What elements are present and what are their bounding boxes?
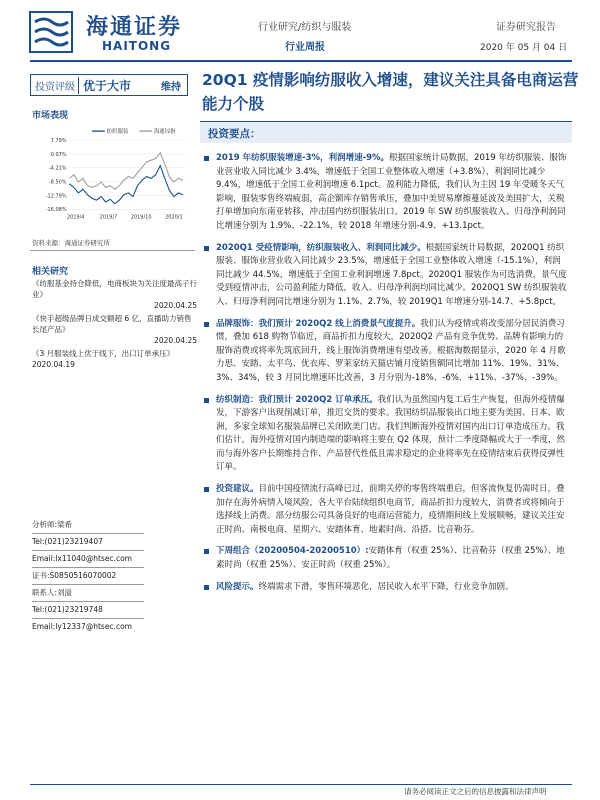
paragraph-lead: 投资建议。 <box>216 484 259 495</box>
paragraph-weekly-portfolio <box>204 545 568 572</box>
y-tick-label: -4.21% <box>48 165 67 172</box>
legend-label-index: 海通综指 <box>153 128 176 135</box>
legend-label-textile: 纺织服装 <box>106 128 129 135</box>
paragraph-lead: 2020Q1 受疫情影响，纺织服装收入、利润同比减少。 <box>216 242 426 253</box>
analyst-email[interactable]: Email:lx11040@htsec.com <box>32 554 132 563</box>
analyst-tel: Tel:(021)23219407 <box>32 537 103 546</box>
analyst-divider <box>32 567 144 568</box>
paragraph-risk-warning <box>204 581 568 595</box>
key-points-title: 投资要点： <box>208 128 261 140</box>
report-title: 20Q1 疫情影响纺服收入增速，建议关注具备电商运营能力个股 <box>202 71 579 113</box>
analyst-name: 分析师:梁希 <box>32 520 73 529</box>
paragraph-textile-manufacturing <box>204 394 568 476</box>
related-item-text: 《纺服基金持仓降低，电商板块为关注度最高子行业》 <box>32 279 197 299</box>
haitong-logo <box>28 8 198 58</box>
paragraph-brand-apparel <box>204 318 568 386</box>
investment-rating <box>30 74 188 96</box>
paragraph-text: 终端需求下滑，零售环境恶化，居民收入水平下降，行业竞争加剧。 <box>258 581 514 592</box>
paragraph-lead: 纺织制造：我们预计 2020Q2 订单承压。 <box>216 394 378 405</box>
analyst-divider <box>32 584 144 585</box>
analyst-divider <box>32 533 144 534</box>
related-item[interactable] <box>32 348 197 370</box>
key-points-bar <box>200 121 572 143</box>
report-label: 证券研究报告 <box>496 22 556 33</box>
paragraph-text: 根据国家统计局数据，2019 年纺织服装、服饰业营业收入同比减少 3.4%，增速低于全国工业整体收入增速（+3.8%），利润同比减少 9.4%，增速低于全国工业利润增速 6.1pct。盈利能力降低，我们认为主因 19 年受暖冬天气影响，服装零售终端疲弱，高企额库存销售承压，叠加中美贸易摩擦蔓延波及美国扩大，关税打单增加向东南亚转移，冲击国内纺织服装出口。2019 年 SW 纺织服装收入、归母净利润同比增速分别为 1.9%、-22.1%，较 2018 年增速分别-4.9、+13.1pct。 <box>216 153 567 231</box>
related-item-text: 《3 月服装线上优于线下，出口订单承压》 <box>32 349 175 358</box>
related-item-date: 2020.04.25 <box>154 336 197 345</box>
left-divider <box>30 250 195 251</box>
contact-name: 联系人:刘溢 <box>32 588 73 597</box>
paragraph-text: 安踏体育（权重 25%）、比音勒芬（权重 25%）、地素时尚（权重 25%）、安正时尚（权重 25%）。 <box>216 546 565 571</box>
report-type: 行业周报 <box>285 42 325 53</box>
bullet-icon <box>204 156 209 161</box>
bullet-icon <box>204 398 209 403</box>
report-date: 2020 年 05 月 04 日 <box>480 43 568 53</box>
paragraph-2019-performance <box>204 152 568 234</box>
footer-divider <box>30 784 572 785</box>
contact-email[interactable]: Email:ly12337@htsec.com <box>32 622 132 631</box>
analyst-contacts <box>32 518 197 634</box>
bullet-icon <box>204 322 209 327</box>
related-item-text: 《快手超级品牌日成交额超 6 亿，直播助力销售长尾产品》 <box>32 314 192 334</box>
footer-disclaimer: 请务必阅读正文之后的信息披露和法律声明 <box>404 787 547 796</box>
bullet-icon <box>204 246 209 251</box>
logo-english-name: HAITONG <box>102 39 172 53</box>
paragraph-lead: 2019 年纺织服装增速-3%，利润增速-9%。 <box>216 153 390 163</box>
x-tick-label: 2020/1 <box>165 214 183 221</box>
y-tick-label: -16.08% <box>45 207 67 214</box>
chart-source: 资料来源：海通证券研究所 <box>32 239 110 247</box>
bullet-icon <box>204 549 209 554</box>
related-item[interactable] <box>32 278 197 311</box>
x-tick-label: 2019/4 <box>66 214 85 221</box>
paragraph-lead: 下周组合（20200504-20200510）: <box>216 546 369 557</box>
rating-value: 优于大市 <box>78 77 131 94</box>
header-divider <box>30 60 572 62</box>
paragraph-text: 目前中国疫情流行高峰已过，前期关停的零售终端重启，但客流恢复仍需时日，叠加存在海外病情入境风险，各大平台陆续组织电商节，商品折扣力度较大，消费者或将倾向于选择线上消费。部分纺服公司具备良好的电商运营能力，疫情期间线上发展顺畅，建议关注安正时尚、南极电商、星期六、安踏体育、地素时尚、沿搭、比音勒芬。 <box>216 484 565 535</box>
related-item-date: 2020.04.19 <box>32 360 75 369</box>
related-research-list <box>32 278 197 372</box>
industry-category: 行业研究/纺织与服装 <box>258 22 352 33</box>
paragraph-lead: 风险提示。 <box>216 581 259 592</box>
paragraph-lead: 品牌服饰：我们预计 2020Q2 线上消费景气度提升。 <box>216 318 421 329</box>
rating-label: 投资评级 <box>35 81 75 93</box>
key-points-body <box>204 152 568 602</box>
paragraph-text: 我们认为虽然国内复工后生产恢复，但海外疫情爆发，下游客户出现削减订单，推迟交货的要求。我国纺织品服装出口地主要为美国、日本、欧洲，多家全球知名服装品牌已关闭欧美门店。我们判断海外疫情对国内出口订单造成压力。我们估计，海外疫情对国内制造端的影响将主要在 Q2 体现，预计二季度降幅或大于一季度，然而与海外客户长期维持合作、产品替代性低且需求稳定的企业将率先在疫情结束后获得反弹性订单。 <box>216 394 566 473</box>
paragraph-text: 根据国家统计局数据，2020Q1 纺织服装、服饰业营业收入同比减少 23.5%，增速低于全国工业整体收入增速（-15.1%），利润同比减少 44.5%，增速低于全国工业利润增速 7.8pct。2020Q1 服装作为可选消费，景气度受到疫情冲击，公司盈利能力降低，收入、归母净利润均同比减少。2020Q1 SW 纺织服装收入、归母净利润同比增速分别为 1.1%、2.7%，较 2019Q1 年增速分别-14.7、+5.8pct。 <box>216 242 567 307</box>
market-performance-title: 市场表现 <box>32 111 69 121</box>
report-header <box>0 0 600 62</box>
analyst-divider <box>32 601 144 602</box>
contact-tel: Tel:(021)23219748 <box>32 605 103 614</box>
paragraph-text: 我们认为疫情或将改变部分居民消费习惯，叠加 618 购物节临近，商品折扣力度较大，2020Q2 产品有竞争优势、品牌有影响力的服饰消费或将率先筑底回升，线上服饰消费增速有望改善。根据淘数据显示，2020 年 4 月歌力思、安踏、太平鸟、优衣库、罗莱家纺天猫店铺月度销售额同比增加 11%、19%、31%、3%、34%，较 3 月同比增速环比改善，3 月分别为-18%、-6%、+11%、-37%、-39%。 <box>216 318 566 383</box>
y-tick-label: -12.79% <box>45 193 67 200</box>
analyst-divider <box>32 618 144 619</box>
y-tick-label: -8.50% <box>48 179 67 186</box>
analyst-divider <box>32 550 144 551</box>
related-research-title: 相关研究 <box>32 267 69 277</box>
related-item-date: 2020.04.25 <box>154 301 197 310</box>
bullet-icon <box>204 585 209 590</box>
y-tick-label: 0.07% <box>50 151 67 158</box>
paragraph-investment-advice <box>204 483 568 537</box>
bullet-icon <box>204 487 209 492</box>
logo-chinese-name: 海通证券 <box>86 14 183 40</box>
paragraph-2020q1-performance <box>204 242 568 310</box>
y-tick-label: 7.79% <box>50 138 67 144</box>
analyst-cert: 证书:S0850516070002 <box>32 571 117 580</box>
market-performance-chart <box>30 122 195 222</box>
haitong-logo-icon <box>28 10 78 56</box>
rating-keep: 维持 <box>161 81 181 93</box>
related-item[interactable] <box>32 313 197 346</box>
x-tick-label: 2019/10 <box>130 214 152 221</box>
x-tick-label: 2019/7 <box>99 214 118 221</box>
